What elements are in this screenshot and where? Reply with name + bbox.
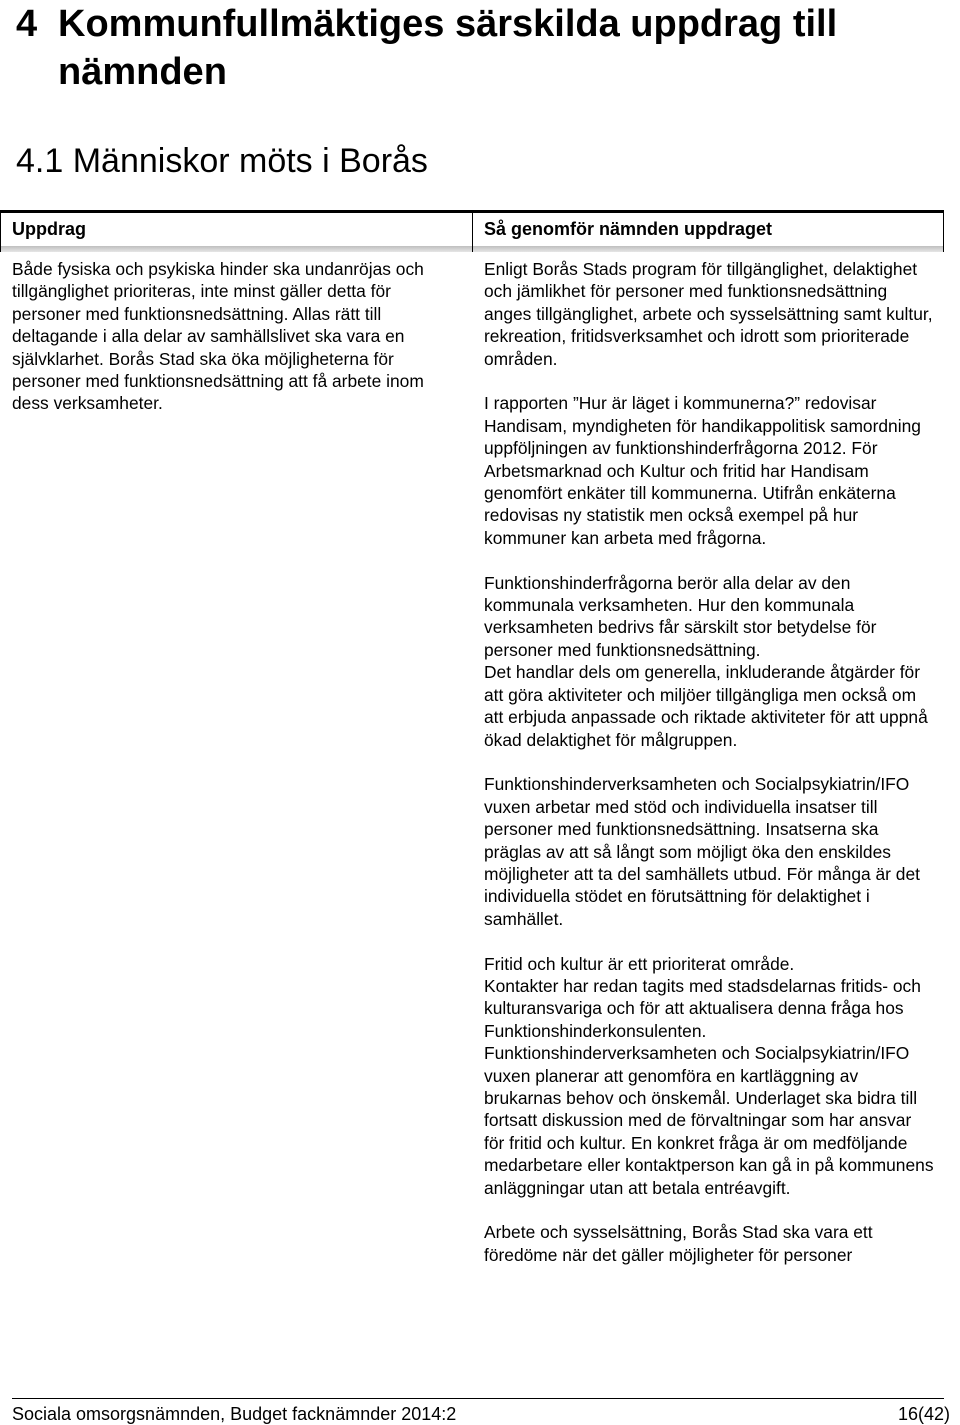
implementation-paragraph: Det handlar dels om generella, inkluderande åtgärder för att göra aktiviteter och miljöer tillgängliga men också om att erbjuda anpassade och riktade aktiviteter för att uppnå ökad delaktighet för målgruppen. [484, 662, 928, 750]
column-header-implementation: Så genomför nämnden uppdraget [484, 219, 773, 239]
table-right-border [943, 210, 944, 252]
implementation-column [484, 258, 936, 1266]
chapter-title-line2: nämnden [58, 51, 227, 93]
chapter-number: 4 [16, 3, 38, 45]
footer-page-number: 16(42) [897, 1404, 950, 1424]
footer-divider [12, 1398, 944, 1399]
implementation-paragraph: Kontakter har redan tagits med stadsdelarnas fritids- och kulturansvariga och för att aktualisera denna fråga hos Funktionshinderkonsulenten. [484, 975, 921, 1041]
column-header-assignment: Uppdrag [12, 219, 86, 239]
chapter-heading [16, 0, 946, 96]
implementation-paragraph: Arbete och sysselsättning, Borås Stad ska vara ett föredöme när det gäller möjligheter för personer [484, 1222, 873, 1265]
chapter-title-line1: Kommunfullmäktiges särskilda uppdrag till [58, 3, 838, 45]
assignment-table [0, 210, 944, 1390]
implementation-paragraph: Funktionshinderverksamheten och Socialpsykiatrin/IFO vuxen planerar att genomföra en kartläggning av brukarnas behov och önskemål. Underlaget ska bidra till fortsatt diskussion med de förvaltningar som har ansvar för fritid och kultur. En konkret fråga är om medföljande medarbetare eller kontaktperson kan gå in på kommunens anläggningar utan att betala entréavgift. [484, 1043, 934, 1198]
assignment-text: Både fysiska och psykiska hinder ska undanröjas och tillgänglighet prioriteras, inte minst gäller detta för personer med funktionsnedsättning. Allas rätt till deltagande i alla delar av samhällslivet ska vara en självklarhet. Borås Stad ska öka möjligheterna för personer med funktionsnedsättning att få arbete inom dess verksamheter. [12, 259, 424, 414]
table-column-divider [472, 210, 473, 252]
implementation-paragraph: Enligt Borås Stads program för tillgänglighet, delaktighet och jämlikhet för personer med funktionsnedsättning anges tillgänglighet, arbete och sysselsättning samt kultur, rekreation, fritidsverksamhet och idrott som prioriterade områden. [484, 259, 933, 369]
section-heading: 4.1 Människor möts i Borås [16, 142, 428, 180]
implementation-paragraph: Funktionshinderverksamheten och Socialpsykiatrin/IFO vuxen arbetar med stöd och individuella insatser till personer med funktionsnedsättning. Insatserna ska präglas av att så långt som möjligt öka den enskildes möjligheter att ta del samhällets utbud. För många är det individuella stödet en förutsättning för delaktighet i samhället. [484, 774, 920, 929]
footer-document-title: Sociala omsorgsnämnden, Budget facknämnder 2014:2 [12, 1404, 457, 1424]
implementation-paragraph: Fritid och kultur är ett prioriterat område. [484, 953, 795, 974]
implementation-paragraph: Funktionshinderfrågorna berör alla delar av den kommunala verksamheten. Hur den kommunala verksamheten bedrivs får särskilt stor betydelse för personer med funktionsnedsättning. [484, 572, 877, 660]
assignment-column [12, 258, 460, 437]
implementation-paragraph: I rapporten ”Hur är läget i kommunerna?” redovisar Handisam, myndigheten för handikappolitisk samordning uppföljningen av funktionshinderfrågorna 2012. För Arbetsmarknad och Kultur och fritid har Handisam genomfört enkäter till kommunerna. Utifrån enkäterna redovisas ny statistik men också exempel på hur kommuner kan arbeta med frågorna. [484, 393, 921, 548]
table-left-border [0, 210, 1, 252]
